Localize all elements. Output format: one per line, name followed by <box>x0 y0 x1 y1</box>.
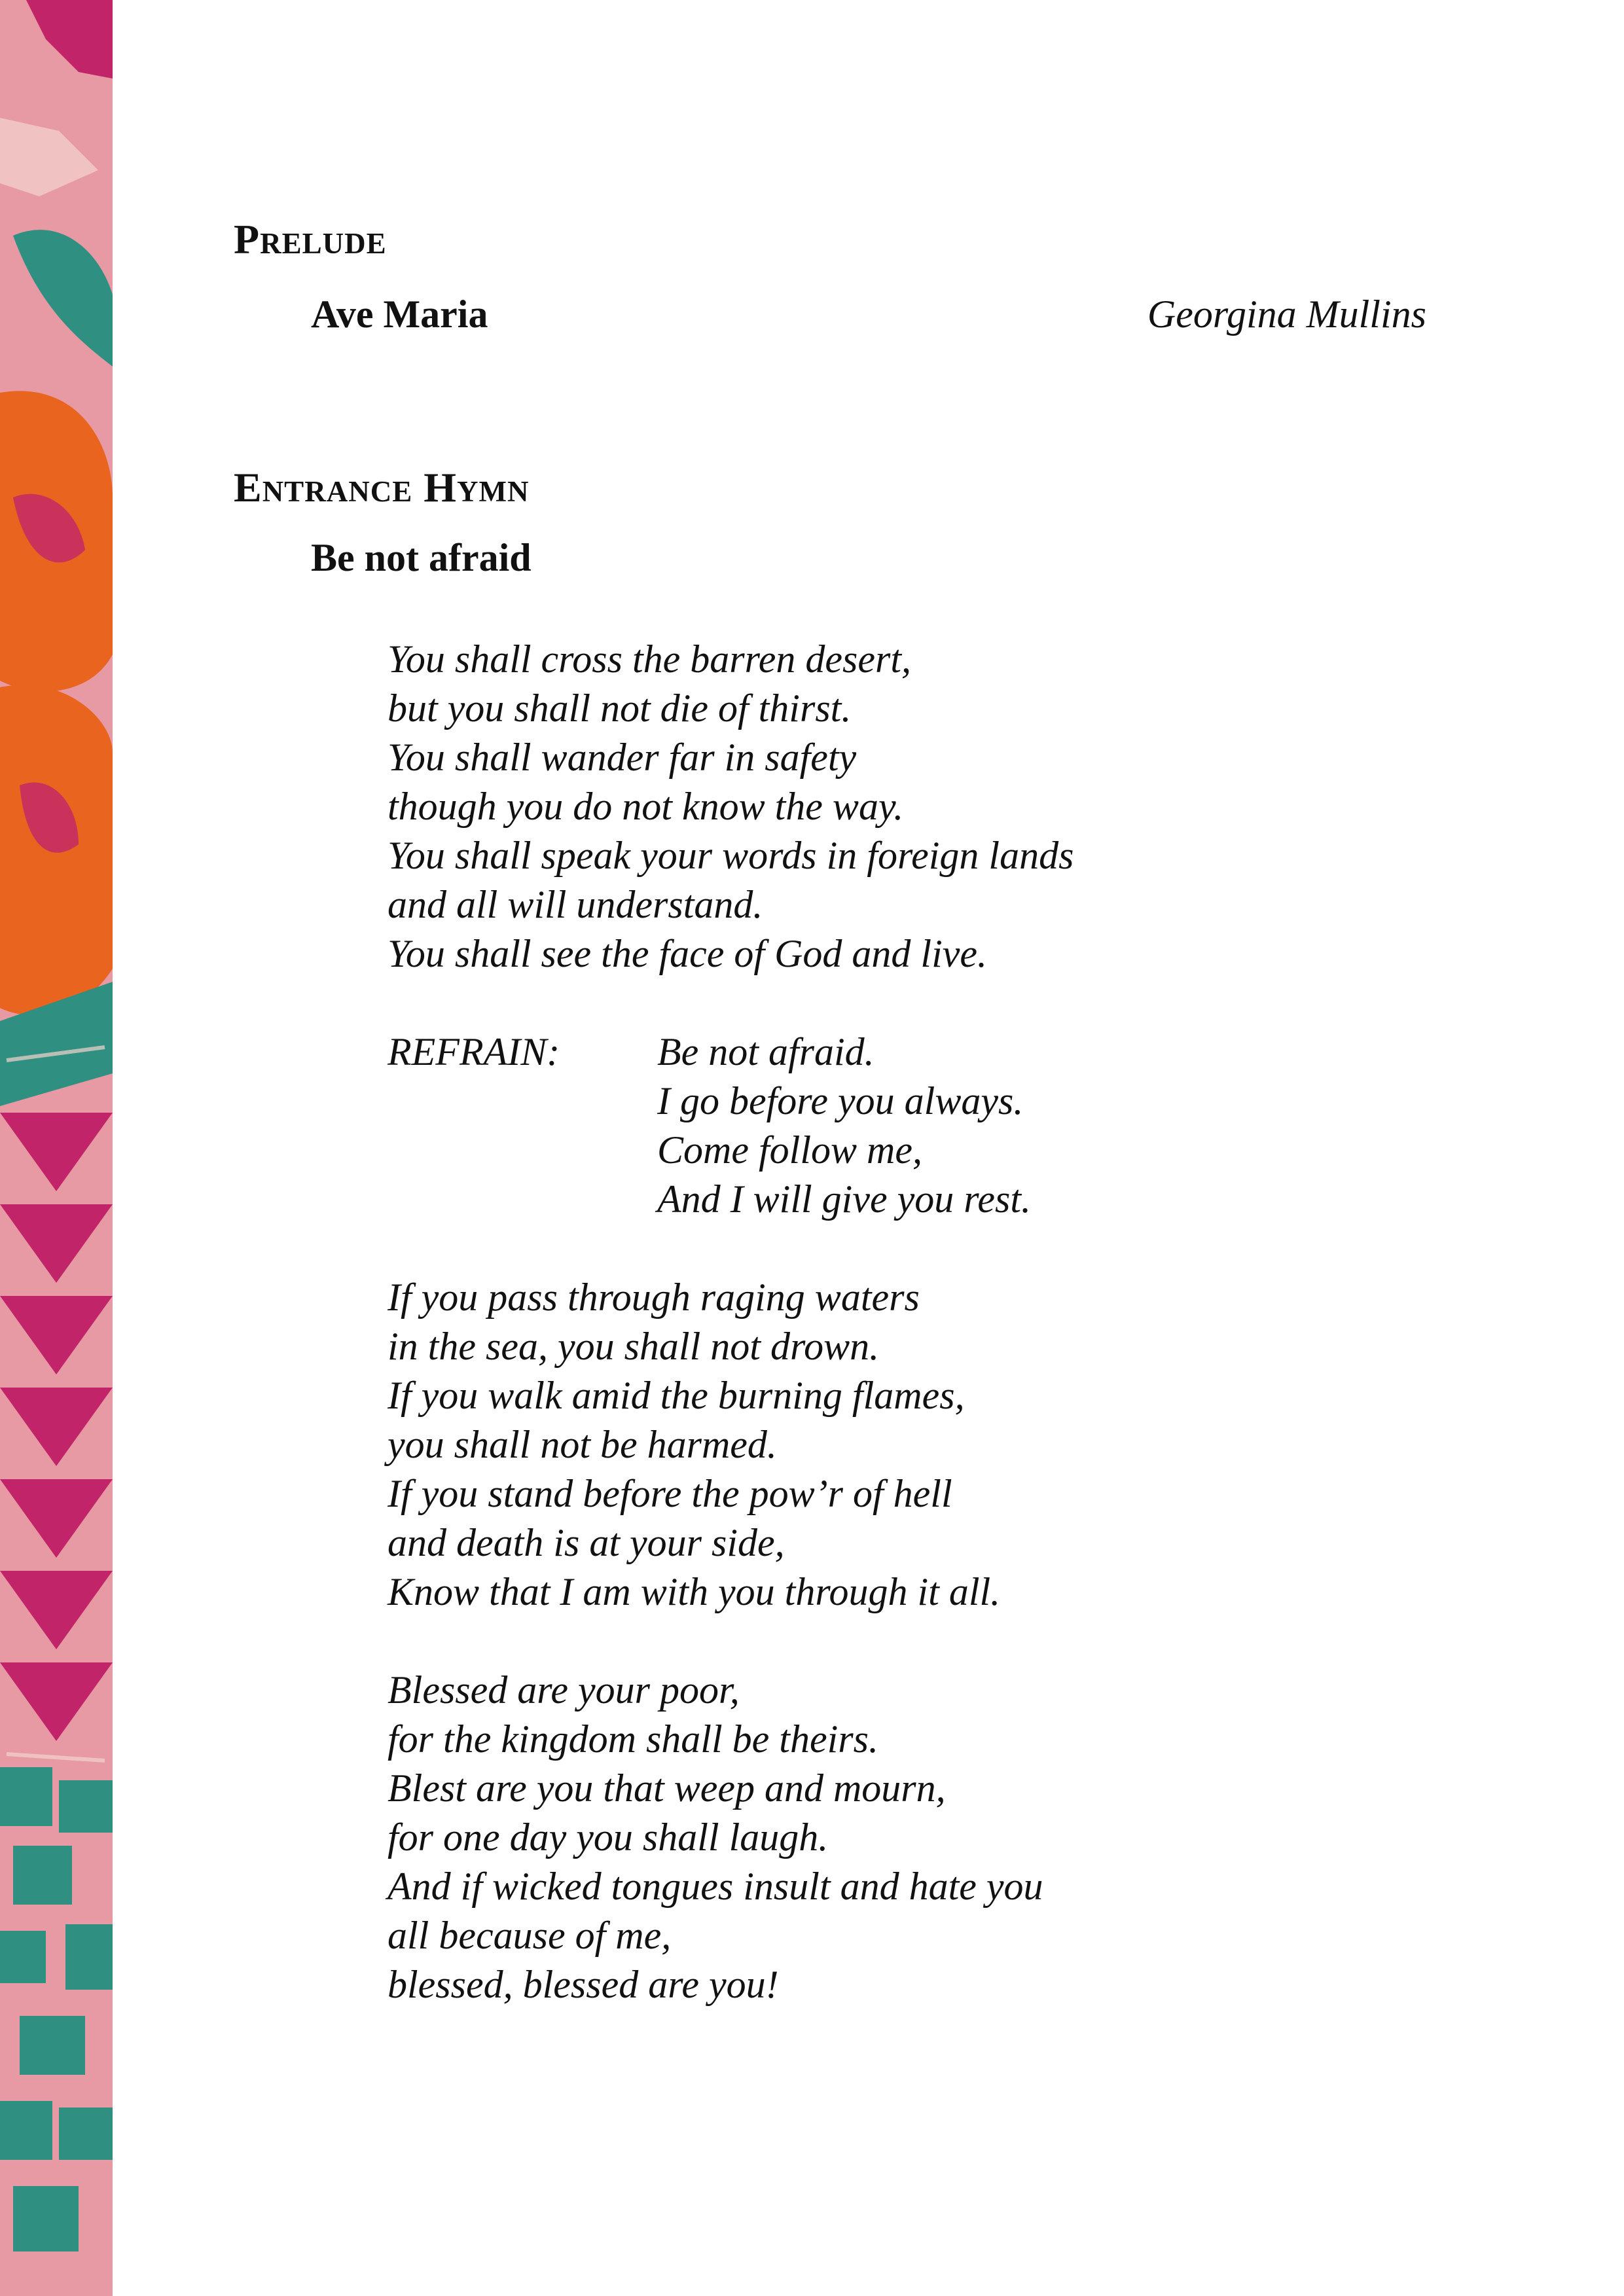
lyric-line: for the kingdom shall be theirs. <box>388 1717 878 1761</box>
verse-2 <box>388 1273 1369 1617</box>
lyric-line: Blessed are your poor, <box>388 1668 740 1712</box>
lyric-line: You shall cross the barren desert, <box>388 637 912 681</box>
lyric-line: you shall not be harmed. <box>388 1423 777 1466</box>
lyric-line: though you do not know the way. <box>388 785 904 828</box>
lyric-line: You shall speak your words in foreign lands <box>388 834 1074 877</box>
lyric-line: If you walk amid the burning flames, <box>388 1374 965 1417</box>
refrain-line: And I will give you rest. <box>657 1177 1031 1221</box>
lyric-line: blessed, blessed are you! <box>388 1963 779 2006</box>
lyric-line: If you stand before the pow’r of hell <box>388 1472 952 1515</box>
verse-1 <box>388 635 1369 978</box>
lyric-line: but you shall not die of thirst. <box>388 687 852 730</box>
prelude-piece-title: Ave Maria <box>311 293 488 336</box>
hymn-title: Be not afraid <box>311 536 532 579</box>
lyric-line: Know that I am with you through it all. <box>388 1570 1001 1613</box>
refrain-line: Be not afraid. <box>657 1030 875 1073</box>
refrain-label: REFRAIN: <box>388 1030 560 1073</box>
entrance-hymn-heading: Entrance Hymn <box>234 464 530 511</box>
refrain-lines <box>657 1028 1031 1224</box>
lyric-line: in the sea, you shall not drown. <box>388 1325 880 1368</box>
lyric-line: Blest are you that weep and mourn, <box>388 1767 946 1810</box>
refrain-line: I go before you always. <box>657 1079 1024 1122</box>
lyric-line: and death is at your side, <box>388 1521 785 1564</box>
lyric-line: and all will understand. <box>388 883 763 926</box>
lyric-line: If you pass through raging waters <box>388 1276 920 1319</box>
lyric-line: And if wicked tongues insult and hate you <box>388 1865 1043 1908</box>
prelude-heading: Prelude <box>234 216 387 262</box>
prelude-piece-composer: Georgina Mullins <box>1147 293 1426 336</box>
prelude-piece-row <box>311 295 1426 347</box>
lyric-line: for one day you shall laugh. <box>388 1816 829 1859</box>
fabric-border-decoration <box>0 0 113 2296</box>
hymn-lyrics <box>388 635 1369 2058</box>
refrain <box>388 1028 1369 1224</box>
refrain-line: Come follow me, <box>657 1128 922 1172</box>
lyric-line: all because of me, <box>388 1914 672 1957</box>
lyric-line: You shall see the face of God and live. <box>388 932 987 975</box>
verse-3 <box>388 1666 1369 2009</box>
lyric-line: You shall wander far in safety <box>388 736 857 779</box>
